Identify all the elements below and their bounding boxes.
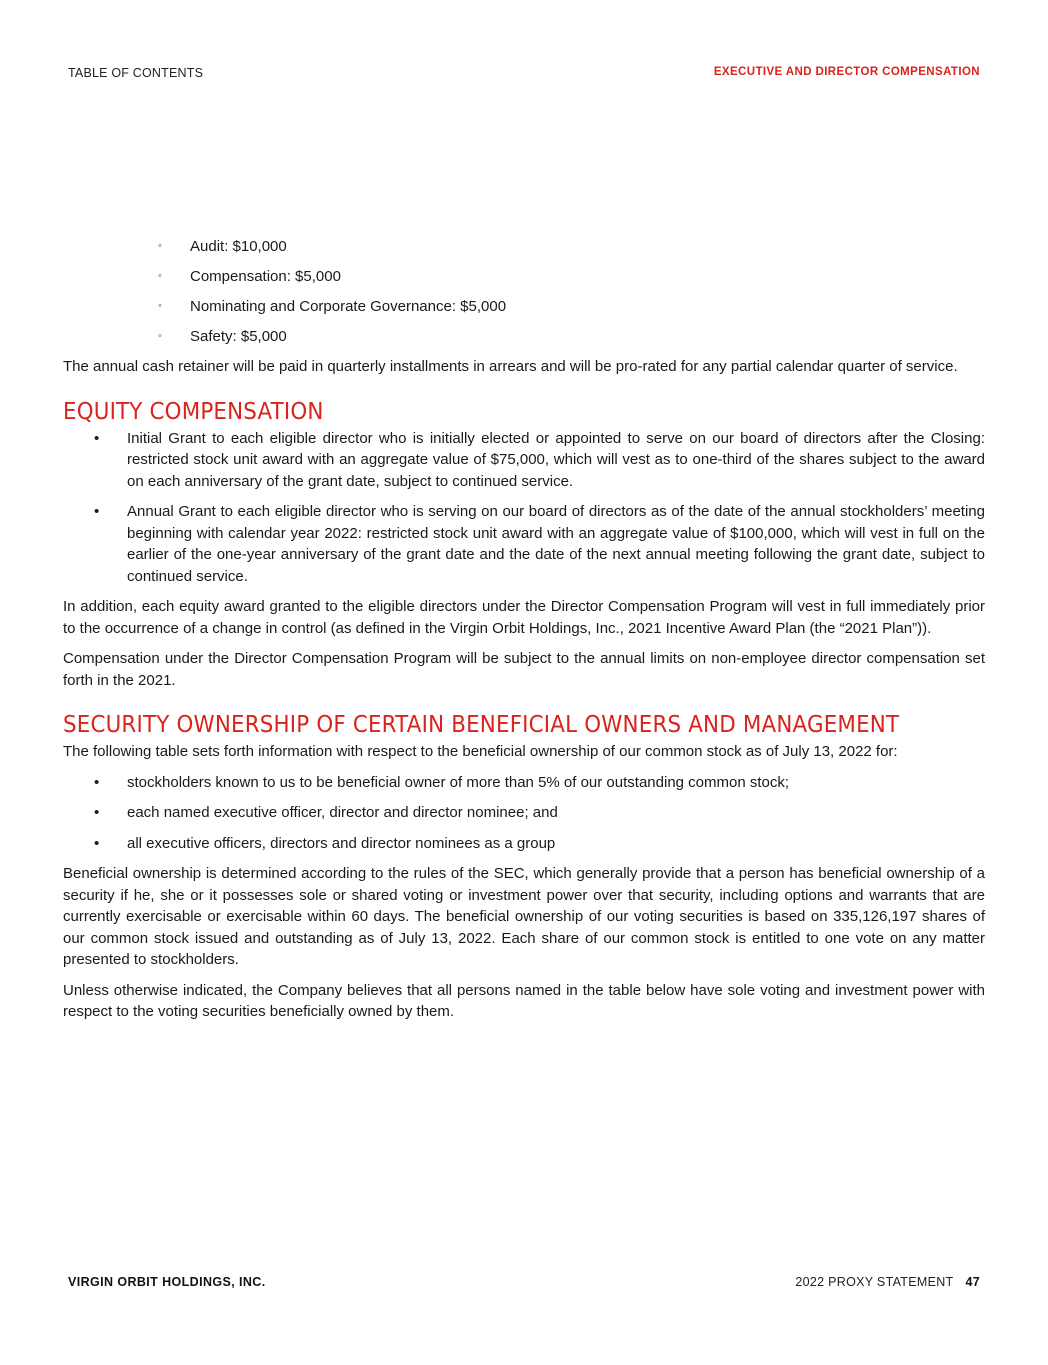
page-body bbox=[63, 236, 985, 1032]
circle-bullet-icon: ◦ bbox=[158, 270, 162, 282]
bullet-icon: • bbox=[94, 834, 100, 852]
circle-bullet-icon: ◦ bbox=[158, 240, 162, 252]
retainer-paragraph: The annual cash retainer will be paid in quarterly installments in arrears and will be pro-rated for any partial calendar quarter of service. bbox=[63, 358, 958, 375]
table-of-contents-link[interactable]: TABLE OF CONTENTS bbox=[68, 66, 204, 80]
circle-bullet-icon: ◦ bbox=[158, 300, 162, 312]
committee-item: ◦ Safety: $5,000 bbox=[63, 326, 985, 348]
bullet-icon: • bbox=[94, 429, 100, 447]
bullet-icon: • bbox=[94, 773, 100, 791]
circle-bullet-icon: ◦ bbox=[158, 330, 162, 342]
footer-doc-info bbox=[795, 1275, 980, 1289]
beneficial-ownership-paragraph: Beneficial ownership is determined according to the rules of the SEC, which generally provide that a person has beneficial ownership of a security if he, she or it possesses sole or shared voting or investment power over that security, including options and warrants that are currently exercisable or exercisable within 60 days. The beneficial ownership of our voting securities is based on 335,126,197 shares of our common stock issued and outstanding as of July 13, 2022. Each share of our common stock is entitled to one vote on any matter presented to stockholders. bbox=[63, 865, 985, 968]
list-item: • Annual Grant to each eligible director who is serving on our board of directors as of the date of the annual stockholders’ meeting beginning with calendar year 2022: restricted stock unit award with an aggregate value of $100,000, which will vest in full on the earlier of the one-year anniversary of the grant date and the date of the next annual meeting following the grant date, subject to continued service. bbox=[94, 503, 985, 585]
committee-item: ◦ Audit: $10,000 bbox=[63, 236, 985, 258]
list-item: • stockholders known to us to be beneficial owner of more than 5% of our outstanding common stock; bbox=[63, 772, 985, 794]
list-item: • Initial Grant to each eligible director who is initially elected or appointed to serve on our board of directors after the Closing: restricted stock unit award with an aggregate value of $75,000, which will vest as to one-third of the shares subject to the award on each anniversary of the grant date, subject to continued service. bbox=[94, 429, 985, 490]
document-title: 2022 PROXY STATEMENT bbox=[795, 1275, 954, 1289]
company-name: VIRGIN ORBIT HOLDINGS, INC. bbox=[68, 1275, 266, 1289]
page-number: 47 bbox=[965, 1275, 980, 1289]
committee-item: ◦ Nominating and Corporate Governance: $5,000 bbox=[63, 296, 985, 318]
voting-power-paragraph: Unless otherwise indicated, the Company believes that all persons named in the table below have sole voting and investment power with respect to the voting securities beneficially owned by them. bbox=[63, 981, 985, 1020]
security-ownership-heading: SECURITY OWNERSHIP OF CERTAIN BENEFICIAL OWNERS AND MANAGEMENT bbox=[63, 712, 900, 738]
committee-item: ◦ Compensation: $5,000 bbox=[63, 266, 985, 288]
bullet-icon: • bbox=[94, 503, 100, 520]
bullet-icon: • bbox=[94, 804, 100, 821]
list-item: • each named executive officer, director and director nominee; and bbox=[63, 802, 985, 824]
change-in-control-paragraph: In addition, each equity award granted to the eligible directors under the Director Compensation Program will vest in full immediately prior to the occurrence of a change in control (as defined in the Virgin Orbit Holdings, Inc., 2021 Incentive Award Plan (the “2021 Plan”)). bbox=[63, 598, 985, 637]
ownership-intro-paragraph: The following table sets forth information with respect to the beneficial ownership of our common stock as of July 13, 2022 for: bbox=[63, 743, 898, 760]
list-item: • all executive officers, directors and director nominees as a group bbox=[63, 833, 985, 855]
equity-compensation-heading: EQUITY COMPENSATION bbox=[63, 398, 324, 425]
section-title: EXECUTIVE AND DIRECTOR COMPENSATION bbox=[713, 66, 980, 78]
annual-limits-paragraph: Compensation under the Director Compensation Program will be subject to the annual limits on non-employee director compensation set forth in the 2021. bbox=[63, 650, 985, 689]
